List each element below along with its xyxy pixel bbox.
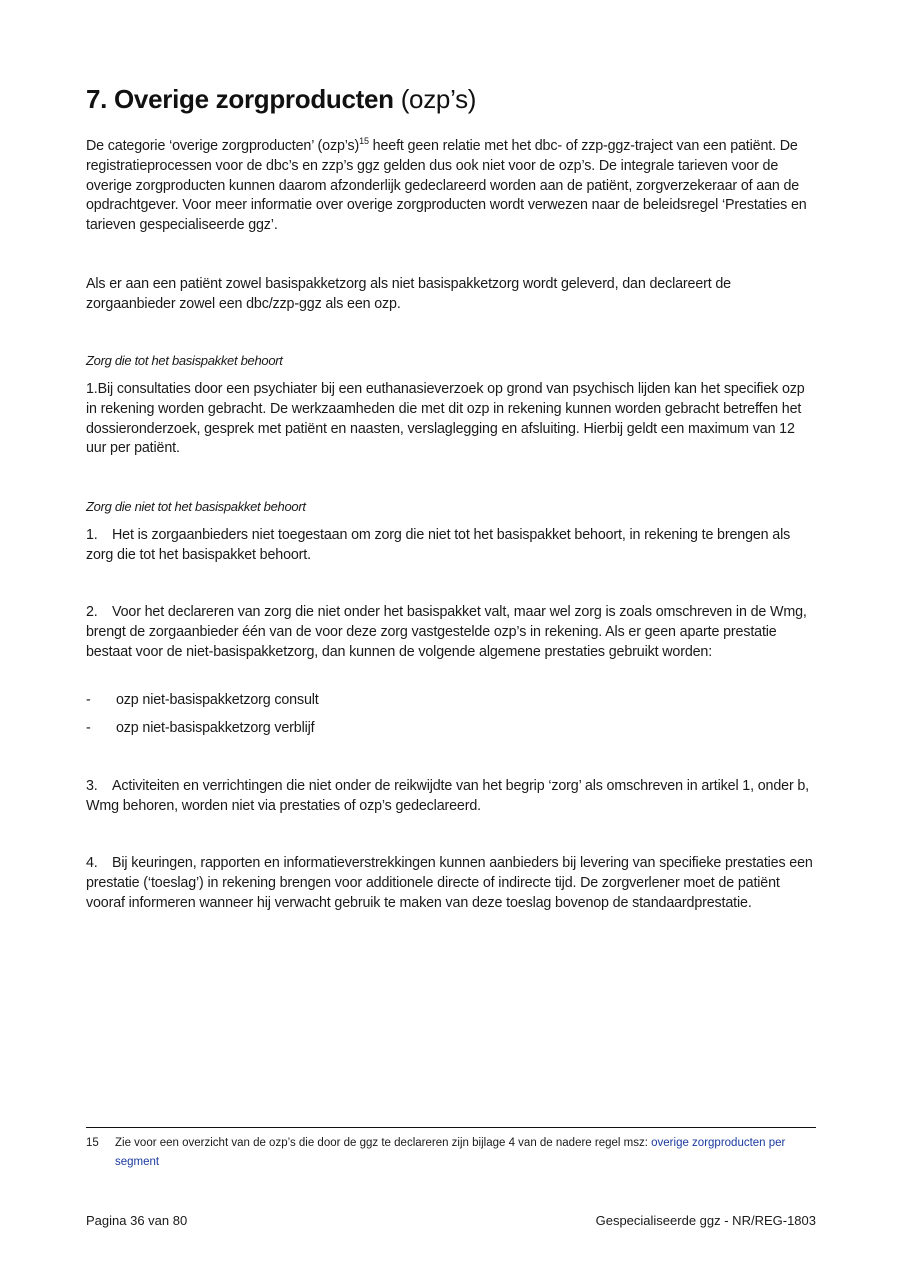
footnote [86,1134,816,1172]
list-item [86,854,816,913]
bullet-item [86,691,816,711]
item-text: Voor het declareren van zorg die niet onder het basispakket valt, maar wel zorg is zoals omschreven in de Wmg, brengt de zorgaanbieder één van de voor deze zorg vastgestelde ozp’s in rekening. Als er geen aparte prestatie bestaat voor de niet-basispakketzorg, dan kunnen de volgende algemene prestaties gebruikt worden: [86,604,807,660]
item-text: Bij keuringen, rapporten en informatieverstrekkingen kunnen aanbieders bij levering van specifieke prestaties een prestatie (‘toeslag’) in rekening brengen voor additionele directe of indirecte tijd. De zorgverlener moet de patiënt vooraf informeren wanneer hij verwacht gebruik te maken van deze toeslag bovenop de standaardprestatie. [86,855,813,911]
item-number: 2. [86,604,98,620]
footnote-text-block [115,1134,816,1172]
intro-paragraph [86,137,816,236]
list-item [86,603,816,662]
footnote-text: Zie voor een overzicht van de ozp’s die door de ggz te declareren zijn bijlage 4 van de nadere regel msz: [115,1137,652,1149]
item-text: Het is zorgaanbieders niet toegestaan om zorg die niet tot het basispakket behoort, in rekening te brengen als zorg die tot het basispakket behoort. [86,527,791,563]
bullet-text: ozp niet-basispakketzorg consult [116,692,319,708]
footnote-divider [86,1127,816,1128]
subheading-niet-basispakket: Zorg die niet tot het basispakket behoort [86,499,306,514]
bullet-item [86,719,816,739]
footnote-ref[interactable]: 15 [359,136,369,147]
list-item [86,777,816,817]
item-number: 4. [86,855,98,871]
footnote-link[interactable]: overige zorgproducten per segment [115,1137,786,1168]
paragraph-basis-niet-basis: Als er aan een patiënt zowel basispakketzorg als niet basispakketzorg wordt geleverd, dan declareert de zorgaanbieder zowel een dbc/zzp-ggz als een ozp. [86,276,731,312]
page-number: Pagina 36 van 80 [86,1213,188,1228]
item-number: 1. [86,527,98,543]
list-item [86,526,816,566]
page-title [86,84,476,115]
bullet-marker: - [86,692,91,708]
bullet-marker: - [86,720,91,736]
intro-text-start: De categorie ‘overige zorgproducten’ (ozp’s) [86,138,360,154]
bullet-text: ozp niet-basispakketzorg verblijf [116,720,315,736]
footnote-number: 15 [86,1137,99,1149]
item-basispakket-1: 1.Bij consultaties door een psychiater bij een euthanasieverzoek op grond van psychisch lijden kan het specifiek ozp in rekening worden gebracht. De werkzaamheden die met dit ozp in rekening kunnen worden gebracht betreffen het dossieronderzoek, gesprek met patiënt en naasten, verslaglegging en afsluiting. Hierbij geldt een maximum van 12 uur per patiënt. [86,381,805,457]
document-reference: Gespecialiseerde ggz - NR/REG-1803 [595,1213,816,1228]
item-text: Activiteiten en verrichtingen die niet onder de reikwijdte van het begrip ‘zorg’ als omschreven in artikel 1, onder b, Wmg behoren, worden niet via prestaties of ozp’s gedeclareerd. [86,778,809,814]
title-paren: (ozp’s) [400,84,477,114]
item-number: 3. [86,778,98,794]
subheading-basispakket: Zorg die tot het basispakket behoort [86,353,283,368]
title-main: 7. Overige zorgproducten [86,84,394,114]
intro-text-end: heeft geen relatie met het dbc- of zzp-ggz-traject van een patiënt. De registratieprocessen voor de dbc’s en zzp’s ggz gelden dus ook niet voor de ozp’s. De integrale tarieven voor de overige zorgproducten kunnen daarom afzonderlijk gedeclareerd worden aan de patiënt, zorgverzekeraar of aan de opdrachtgever. Voor meer informatie over overige zorgproducten wordt verwezen naar de beleidsregel ‘Prestaties en tarieven gespecialiseerde ggz’. [86,138,807,234]
